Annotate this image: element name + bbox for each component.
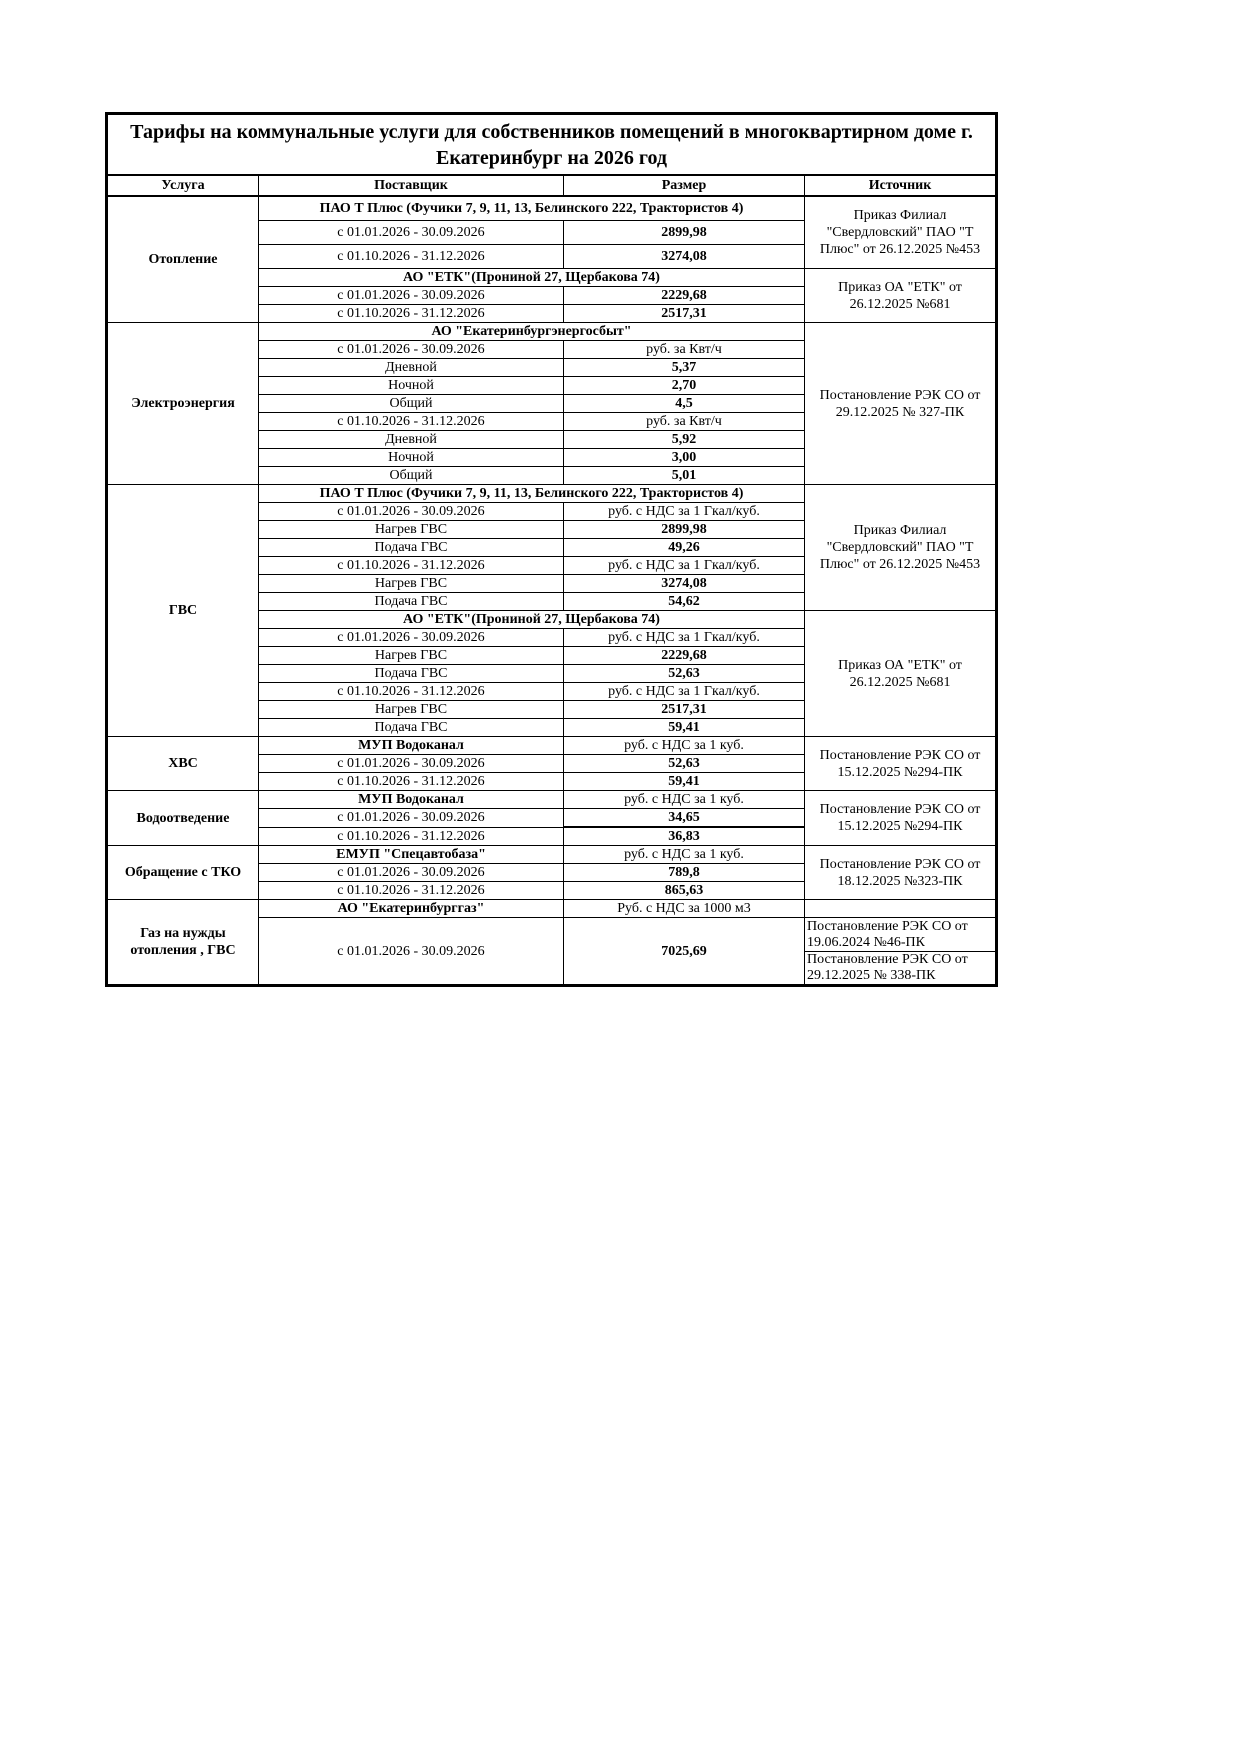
- service-gas: Газ на нужды отопления , ГВС: [107, 900, 259, 986]
- period: с 01.01.2026 - 30.09.2026: [259, 221, 564, 245]
- period: с 01.10.2026 - 31.12.2026: [259, 557, 564, 575]
- tariff-value: 3274,08: [564, 575, 805, 593]
- source-hvs: Постановление РЭК СО от 15.12.2025 №294-ПК: [805, 737, 997, 791]
- rate-label: Подача ГВС: [259, 539, 564, 557]
- tariff-value: 52,63: [564, 665, 805, 683]
- period: с 01.01.2026 - 30.09.2026: [259, 287, 564, 305]
- source-gas-2: Постановление РЭК СО от 29.12.2025 № 338-ПК: [805, 952, 997, 986]
- tariff-value: 59,41: [564, 773, 805, 791]
- tariff-value: 4,5: [564, 395, 805, 413]
- tariff-value: 59,41: [564, 719, 805, 737]
- rate-label: Нагрев ГВС: [259, 575, 564, 593]
- period: с 01.10.2026 - 31.12.2026: [259, 882, 564, 900]
- period: с 01.10.2026 - 31.12.2026: [259, 683, 564, 701]
- tariff-value: 34,65: [564, 809, 805, 828]
- tariff-value: 2229,68: [564, 647, 805, 665]
- tariff-value: 2229,68: [564, 287, 805, 305]
- tariff-value: 5,01: [564, 467, 805, 485]
- source-tplus: Приказ Филиал "Свердловский" ПАО "Т Плюс" от 26.12.2025 №453: [805, 485, 997, 611]
- tariff-value: 5,92: [564, 431, 805, 449]
- tariff-value: 54,62: [564, 593, 805, 611]
- supplier-spetsavtobaza: ЕМУП "Спецавтобаза": [259, 846, 564, 864]
- source-tplus: Приказ Филиал "Свердловский" ПАО "Т Плюс" от 26.12.2025 №453: [805, 196, 997, 269]
- tariff-table: [105, 112, 998, 987]
- source-empty: [805, 900, 997, 918]
- supplier-energosbyt: АО "Екатеринбургэнергосбыт": [259, 323, 805, 341]
- source-tko: Постановление РЭК СО от 18.12.2025 №323-ПК: [805, 846, 997, 900]
- period: с 01.01.2026 - 30.09.2026: [259, 503, 564, 521]
- tariff-value: 7025,69: [564, 918, 805, 986]
- supplier-etk: АО "ЕТК"(Прониной 27, Щербакова 74): [259, 269, 805, 287]
- tariff-value: 2,70: [564, 377, 805, 395]
- period: с 01.10.2026 - 31.12.2026: [259, 305, 564, 323]
- unit: руб. за Квт/ч: [564, 341, 805, 359]
- period: с 01.10.2026 - 31.12.2026: [259, 773, 564, 791]
- period: с 01.10.2026 - 31.12.2026: [259, 413, 564, 431]
- tariff-value: 2517,31: [564, 305, 805, 323]
- tariff-value: 36,83: [564, 827, 805, 846]
- unit: руб. с НДС за 1 Гкал/куб.: [564, 683, 805, 701]
- unit: руб. с НДС за 1 куб.: [564, 737, 805, 755]
- period: с 01.10.2026 - 31.12.2026: [259, 827, 564, 846]
- supplier-tplus: ПАО Т Плюс (Фучики 7, 9, 11, 13, Белинского 222, Трактористов 4): [259, 196, 805, 221]
- header-service: Услуга: [107, 175, 259, 196]
- unit: руб. с НДС за 1 Гкал/куб.: [564, 557, 805, 575]
- page-title: Тарифы на коммунальные услуги для собственников помещений в многоквартирном доме г. Екатеринбург на 2026 год: [107, 114, 997, 176]
- rate-label: Нагрев ГВС: [259, 521, 564, 539]
- rate-label: Общий: [259, 395, 564, 413]
- tariff-value: 52,63: [564, 755, 805, 773]
- tariff-value: 865,63: [564, 882, 805, 900]
- source-drainage: Постановление РЭК СО от 15.12.2025 №294-ПК: [805, 791, 997, 846]
- service-drainage: Водоотведение: [107, 791, 259, 846]
- tariff-value: 49,26: [564, 539, 805, 557]
- unit: Руб. с НДС за 1000 м3: [564, 900, 805, 918]
- supplier-vodokanal: МУП Водоканал: [259, 791, 564, 809]
- source-electricity: Постановление РЭК СО от 29.12.2025 № 327-ПК: [805, 323, 997, 485]
- unit: руб. с НДС за 1 куб.: [564, 846, 805, 864]
- rate-label: Дневной: [259, 431, 564, 449]
- rate-label: Ночной: [259, 377, 564, 395]
- service-gvs: ГВС: [107, 485, 259, 737]
- unit: руб. с НДС за 1 куб.: [564, 791, 805, 809]
- supplier-etk: АО "ЕТК"(Прониной 27, Щербакова 74): [259, 611, 805, 629]
- tariff-value: 2899,98: [564, 521, 805, 539]
- period: с 01.01.2026 - 30.09.2026: [259, 629, 564, 647]
- service-electricity: Электроэнергия: [107, 323, 259, 485]
- rate-label: Дневной: [259, 359, 564, 377]
- period: с 01.01.2026 - 30.09.2026: [259, 341, 564, 359]
- rate-label: Подача ГВС: [259, 665, 564, 683]
- header-source: Источник: [805, 175, 997, 196]
- tariff-value: 3,00: [564, 449, 805, 467]
- supplier-vodokanal: МУП Водоканал: [259, 737, 564, 755]
- tariff-value: 2517,31: [564, 701, 805, 719]
- header-amount: Размер: [564, 175, 805, 196]
- period: с 01.01.2026 - 30.09.2026: [259, 755, 564, 773]
- rate-label: Ночной: [259, 449, 564, 467]
- period: с 01.10.2026 - 31.12.2026: [259, 245, 564, 269]
- tariff-value: 5,37: [564, 359, 805, 377]
- period: с 01.01.2026 - 30.09.2026: [259, 864, 564, 882]
- rate-label: Общий: [259, 467, 564, 485]
- source-gas-1: Постановление РЭК СО от 19.06.2024 №46-ПК: [805, 918, 997, 952]
- unit: руб. за Квт/ч: [564, 413, 805, 431]
- tariff-value: 789,8: [564, 864, 805, 882]
- service-hvs: ХВС: [107, 737, 259, 791]
- tariff-value: 3274,08: [564, 245, 805, 269]
- period: с 01.01.2026 - 30.09.2026: [259, 809, 564, 828]
- supplier-ekbgaz: АО "Екатеринбурггаз": [259, 900, 564, 918]
- rate-label: Нагрев ГВС: [259, 647, 564, 665]
- source-etk: Приказ ОА "ЕТК" от 26.12.2025 №681: [805, 269, 997, 323]
- header-supplier: Поставщик: [259, 175, 564, 196]
- rate-label: Подача ГВС: [259, 593, 564, 611]
- unit: руб. с НДС за 1 Гкал/куб.: [564, 629, 805, 647]
- service-tko: Обращение с ТКО: [107, 846, 259, 900]
- supplier-tplus: ПАО Т Плюс (Фучики 7, 9, 11, 13, Белинского 222, Трактористов 4): [259, 485, 805, 503]
- rate-label: Подача ГВС: [259, 719, 564, 737]
- service-heating: Отопление: [107, 196, 259, 323]
- period: с 01.01.2026 - 30.09.2026: [259, 918, 564, 986]
- source-etk: Приказ ОА "ЕТК" от 26.12.2025 №681: [805, 611, 997, 737]
- tariff-value: 2899,98: [564, 221, 805, 245]
- rate-label: Нагрев ГВС: [259, 701, 564, 719]
- unit: руб. с НДС за 1 Гкал/куб.: [564, 503, 805, 521]
